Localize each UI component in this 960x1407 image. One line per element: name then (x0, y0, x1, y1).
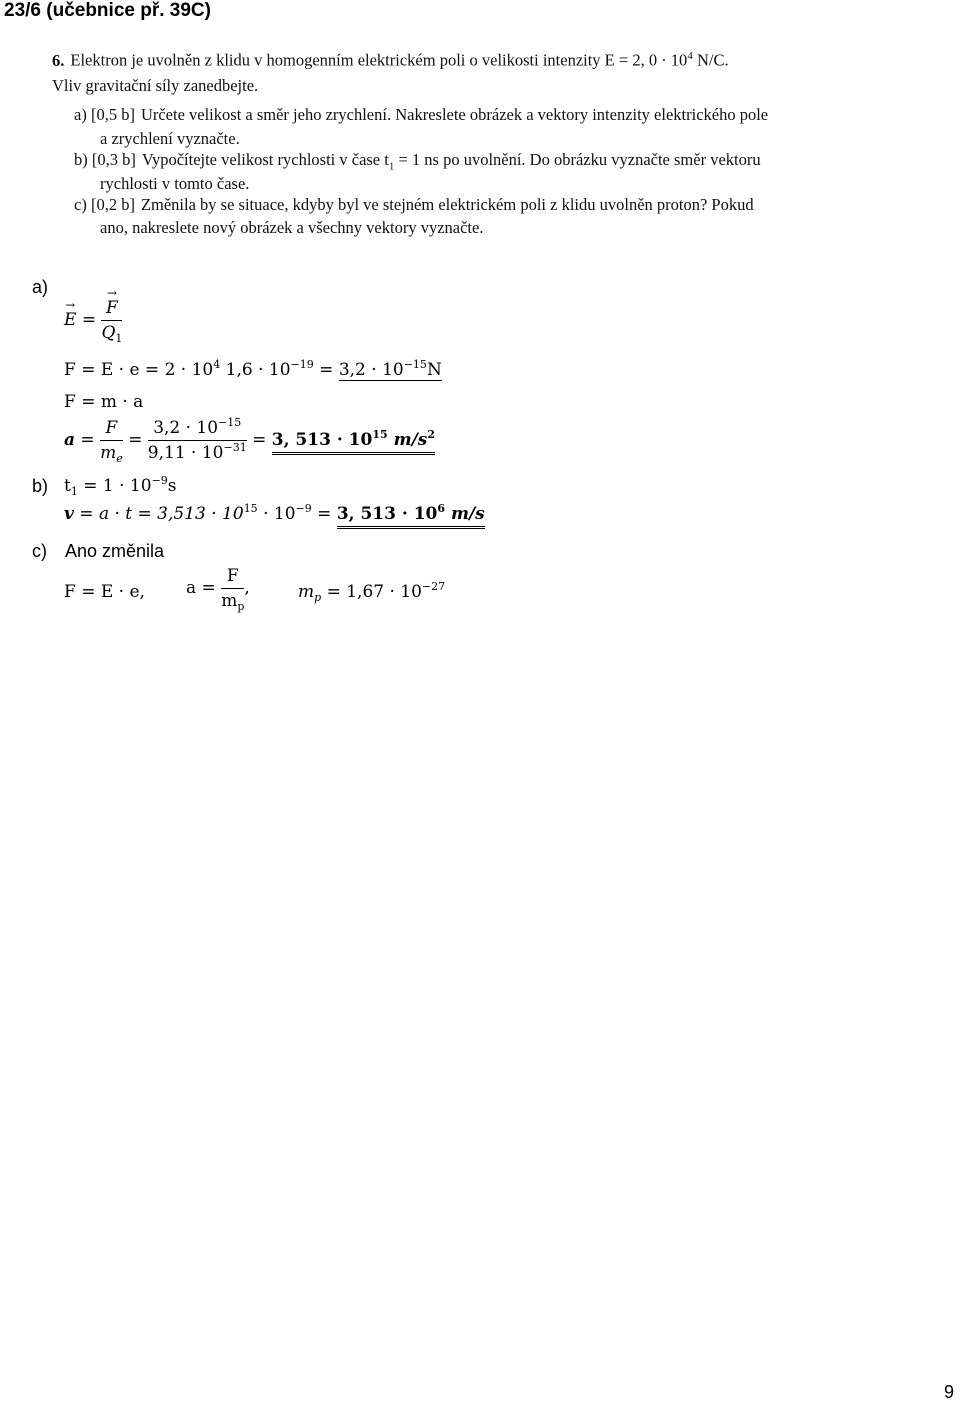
velocity-result: 3, $513 \cdot 10^6$ m/s (337, 504, 485, 529)
vector-e: → E (64, 310, 76, 330)
task-part-a-points: a) [0,5 b] (74, 105, 135, 124)
task-intro-line2: Vliv gravitační síly zanedbejte. (52, 76, 259, 95)
solution-label-b: b) (32, 476, 49, 496)
task-part-b-line2: rychlosti v tomto čase. (100, 174, 250, 193)
task-part-a-line2: a zrychlení vyznačte. (100, 129, 240, 148)
equation-force-value: $F = E \cdot e = 2 \cdot 10^4$ $1,6 \cdot 10^{-19} = 3,2 \cdot 10^{-15}N$ (64, 358, 442, 380)
page-header-title: 23/6 (učebnice př. 39C) (4, 0, 211, 21)
task-part-a-line1: a) [0,5 b] Určete velikost a směr jeho zrychlení. Nakreslete obrázek a vektory intenzity elektrického pole (74, 105, 769, 124)
equation-velocity: $v = a \cdot t = 3,513 \cdot 10^{15} \cdot 10^{-9} = 3$, $513 \cdot 10^6$ m/s (64, 504, 485, 524)
page-number: 9 (943, 1382, 954, 1402)
equation-proton-force: F = E · e, (64, 582, 145, 602)
equation-field-definition: → E = → $\frac{F}{Q_1}$ (64, 298, 122, 343)
equation-proton-mass: $m_p = 1,67 \cdot 10^{-27}$ (298, 580, 446, 604)
task-intro-line1: 6. Elektron je uvolněn z klidu v homogenním elektrickém poli o velikosti intenzity E = 2, $0 \cdot 10^4$ N/C. (52, 50, 729, 70)
acceleration-result: 3, $513 \cdot 10^{15}$ $m/s^2$ (272, 430, 435, 455)
fraction-acceleration-values: $\frac{3,2 \cdot 10^{-15}}{9,11 \cdot 10^{-31}}$ (147, 416, 247, 463)
equation-newton: F = m · a (64, 392, 144, 412)
fraction-proton: $\frac{F}{m_p}$ (221, 566, 245, 613)
task-part-c-line2: ano, nakreslete nový obrázek a všechny vektory vyznačte. (100, 218, 484, 237)
task-part-b-points: b) [0,3 b] (74, 150, 136, 169)
equation-proton-acceleration: a = $\frac{F}{m_p}$ , (186, 566, 250, 613)
task-part-c-line1: c) [0,2 b] Změnila by se situace, kdyby byl ve stejném elektrickém poli z klidu uvolněn proton? Pokud (74, 195, 754, 214)
solution-c-text: Ano změnila (65, 541, 165, 561)
equation-acceleration: a = $\frac{F}{m_e}$ = $\frac{3,2 \cdot 10^{-15}}{9,11 \cdot 10^{-31}}$ = 3, $513 \cdot 10^{15}$ $m/s^2$ (64, 416, 435, 465)
task-part-c-points: c) [0,2 b] (74, 195, 135, 214)
solution-label-c: c) (32, 541, 47, 561)
force-result: $3,2 \cdot 10^{-15}N$ (338, 358, 442, 380)
equation-time: $t_1 = 1 \cdot 10^{-9}s$ (64, 474, 177, 498)
task-part-b-line1: b) [0,3 b] Vypočítejte velikost rychlosti v čase $t_1 = 1$ ns po uvolnění. Do obrázku vyznačte směr vektoru (74, 150, 761, 173)
task-number: 6. (52, 50, 65, 70)
fraction-force-mass: $\frac{F}{m_e}$ (100, 418, 123, 465)
solution-label-a: a) (32, 277, 49, 297)
fraction-force-charge: → $\frac{F}{Q_1}$ (101, 298, 122, 343)
